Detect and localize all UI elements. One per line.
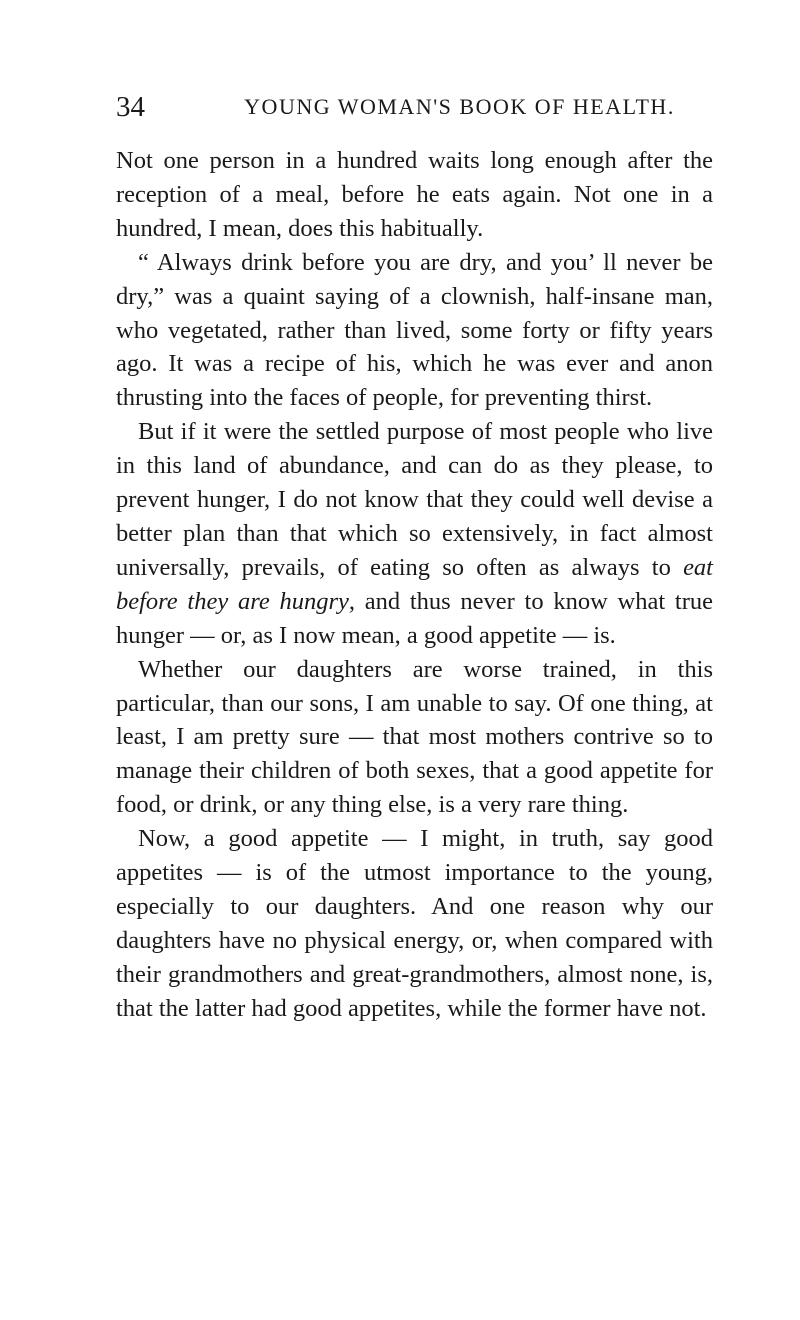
italic-phrase: eat before they are hungry bbox=[116, 553, 713, 615]
body-text bbox=[116, 144, 713, 1026]
paragraph-5: Now, a good appetite — I might, in truth, say good appetites — is of the utmost importance to the young, especially to our daughters. And one reason why our daughters have no physical energy, or, when compared with their grandmothers and great-grandmothers, almost none, is, that the latter had good appetites, while the former have not. bbox=[116, 825, 713, 1022]
paragraph-3: But if it were the settled purpose of most people who live in this land of abundance, and can do as they please, to prevent hunger, I do not know that they could well devise a better plan than that which so extensively, in fact almost universally, prevails, of eating so often as always to eat before they are hungry, and thus never to know what true hunger — or, as I now mean, a good appetite — is. bbox=[116, 418, 713, 649]
paragraph-4: Whether our daughters are worse trained, in this particular, than our sons, I am unable to say. Of one thing, at least, I am pretty sure — that most mothers contrive so to manage their children of both sexes, that a good appetite for food, or drink, or any thing else, is a very rare thing. bbox=[116, 655, 713, 819]
page-number: 34 bbox=[116, 91, 145, 123]
page-header bbox=[116, 89, 713, 125]
running-head: YOUNG WOMAN'S BOOK OF HEALTH. bbox=[244, 94, 675, 119]
paragraph-1: Not one person in a hundred waits long enough after the reception of a meal, before he eats again. Not one in a hundred, I mean, does this habitually. bbox=[116, 147, 713, 242]
paragraph-2: “ Always drink before you are dry, and you’ ll never be dry,” was a quaint saying of a clownish, half-insane man, who vegetated, rather than lived, some forty or fifty years ago. It was a recipe of his, which he was ever and anon thrusting into the faces of people, for preventing thirst. bbox=[116, 248, 713, 412]
